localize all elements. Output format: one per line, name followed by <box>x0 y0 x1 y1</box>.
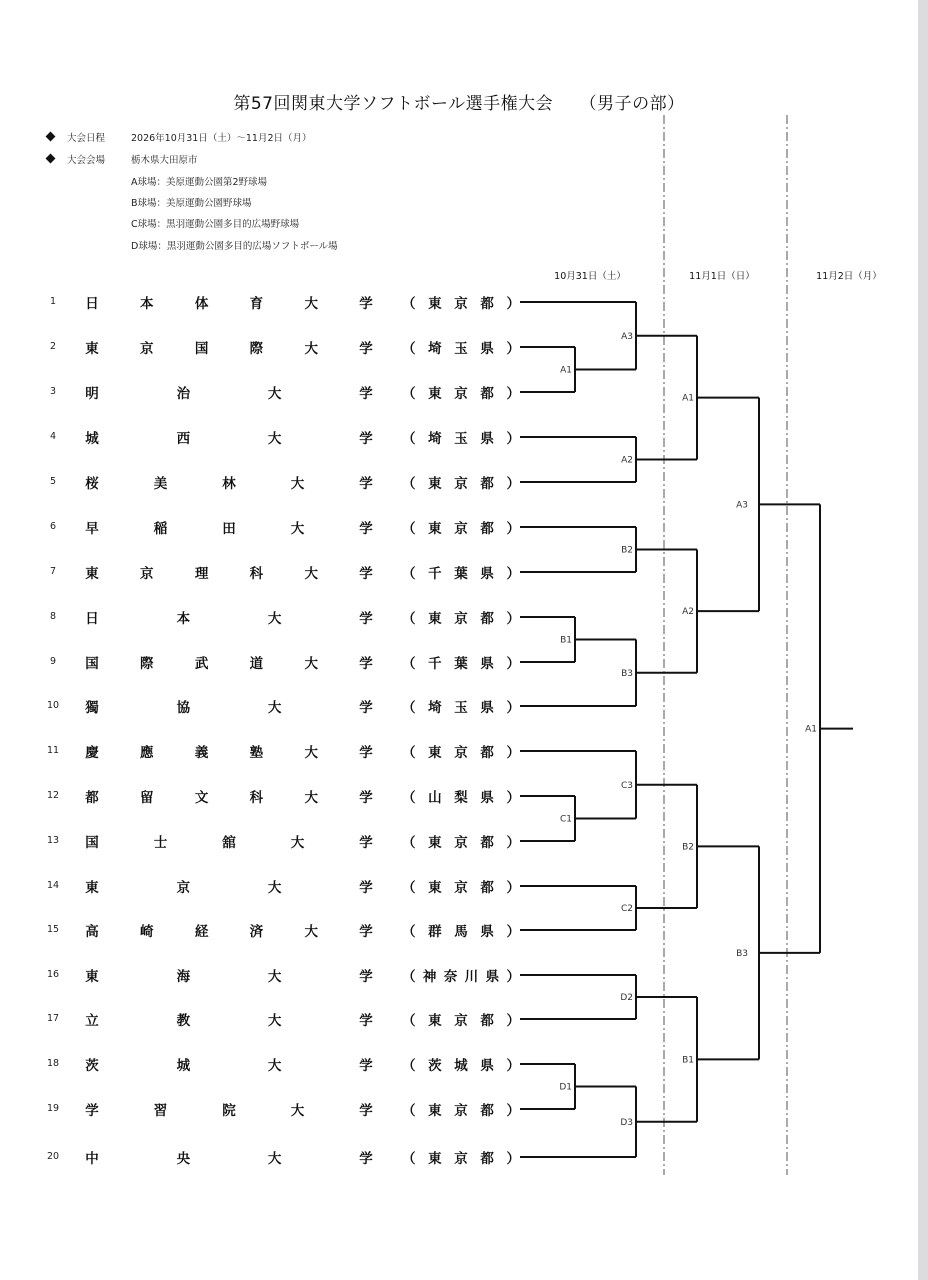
match-d1-label: D1 <box>559 1082 572 1093</box>
team-number: 15 <box>46 924 60 935</box>
team-name-char: 学 <box>359 969 373 985</box>
team-prefecture-char: ） <box>506 1013 520 1029</box>
team-prefecture-char: （ <box>402 790 416 806</box>
team-prefecture-char: （ <box>402 924 416 940</box>
team-number: 18 <box>46 1058 60 1069</box>
match-a1-label: A1 <box>560 365 572 376</box>
team-name-char: 育 <box>249 296 264 312</box>
team-prefecture-char: 馬 <box>454 924 468 940</box>
team-prefecture-char: ） <box>506 969 520 985</box>
venue-value: 栃木県大田原市 <box>131 155 198 166</box>
team-name-char: 中 <box>85 1151 99 1167</box>
team-prefecture-char: ） <box>506 835 520 851</box>
team-name-char: 城 <box>176 1058 191 1074</box>
team-name-char: 体 <box>194 296 209 312</box>
team-number: 14 <box>46 880 60 891</box>
team-prefecture-char: 群 <box>428 924 442 940</box>
page-title: 第57回関東大学ソフトボール選手権大会 （男子の部） <box>233 94 685 114</box>
team-name-char: 大 <box>304 656 318 672</box>
team-name-char: 東 <box>85 566 99 582</box>
team-prefecture-char: ） <box>506 745 520 761</box>
team-prefecture-char: 京 <box>454 296 468 312</box>
team-prefecture-char: 埼 <box>428 700 442 716</box>
team-prefecture-char: 京 <box>454 835 468 851</box>
team-name-char: 獨 <box>85 700 99 716</box>
team-number: 17 <box>46 1013 60 1024</box>
team-name-char: 大 <box>290 476 305 492</box>
team-name-char: 教 <box>176 1013 191 1029</box>
team-prefecture-char: 都 <box>480 880 494 896</box>
team-prefecture-char: ） <box>506 341 520 357</box>
match-semi-label: A3 <box>736 500 748 511</box>
team-prefecture-char: ） <box>506 1151 520 1167</box>
team-number: 12 <box>46 790 60 801</box>
team-prefecture-char: 千 <box>428 656 442 672</box>
team-name-char: 学 <box>359 700 373 716</box>
team-prefecture-char: （ <box>402 566 416 582</box>
team-name-char: 経 <box>194 924 209 940</box>
team-name-char: 学 <box>359 745 373 761</box>
team-prefecture-char: 県 <box>480 431 494 447</box>
team-prefecture-char: 葉 <box>454 656 468 672</box>
team-prefecture-char: （ <box>402 431 416 447</box>
team-prefecture-char: 東 <box>428 386 442 402</box>
team-prefecture-char: 都 <box>480 476 494 492</box>
team-name-char: 海 <box>176 969 191 985</box>
team-prefecture-char: 東 <box>428 611 442 627</box>
match-b1-label: B1 <box>560 635 572 646</box>
team-prefecture-char: 県 <box>480 656 494 672</box>
team-prefecture-char: 都 <box>480 745 494 761</box>
field-d: D球場：黒羽運動公園多目的広場ソフトボール場 <box>131 241 338 252</box>
match-day1-label: D3 <box>620 1117 633 1128</box>
team-name-char: 桜 <box>85 476 99 492</box>
team-name-char: 学 <box>359 1058 373 1074</box>
team-prefecture-char: 県 <box>480 341 494 357</box>
team-prefecture-char: 東 <box>428 521 442 537</box>
team-name-char: 学 <box>359 924 373 940</box>
team-prefecture-char: 県 <box>480 790 494 806</box>
team-name-char: 習 <box>153 1103 168 1119</box>
team-name-char: 大 <box>304 566 318 582</box>
team-name-char: 東 <box>85 969 99 985</box>
team-prefecture-char: 県 <box>480 700 494 716</box>
team-prefecture-char: 千 <box>428 566 442 582</box>
team-name-char: 大 <box>267 431 282 447</box>
match-day1-label: B2 <box>621 545 633 556</box>
team-name-char: 早 <box>85 521 99 537</box>
team-prefecture-char: （ <box>402 341 416 357</box>
team-name-char: 城 <box>85 431 99 447</box>
team-prefecture-char: 山 <box>428 790 442 806</box>
team-prefecture-char: 都 <box>480 1013 494 1029</box>
team-number: 10 <box>46 700 60 711</box>
match-day2-label: B2 <box>682 842 694 853</box>
team-number: 19 <box>46 1103 60 1114</box>
team-prefecture-char: 東 <box>428 1013 442 1029</box>
team-name-char: 学 <box>359 880 373 896</box>
team-prefecture-char: ） <box>506 656 520 672</box>
team-name-char: 稲 <box>153 521 168 537</box>
team-name-char: 都 <box>85 790 99 806</box>
team-number: 16 <box>46 969 60 980</box>
team-prefecture-char: ） <box>506 924 520 940</box>
team-prefecture-char: 川 <box>464 969 479 985</box>
match-final-label: A1 <box>805 724 817 735</box>
team-name-char: 留 <box>140 790 154 806</box>
team-name-char: 日 <box>85 611 99 627</box>
field-c: C球場：黒羽運動公園多目的広場野球場 <box>131 219 300 230</box>
match-day1-label: D2 <box>620 993 633 1003</box>
team-name-char: 大 <box>267 611 282 627</box>
team-name-char: 大 <box>267 1013 282 1029</box>
team-prefecture-char: 県 <box>485 969 500 985</box>
team-name-char: 日 <box>85 296 99 312</box>
team-prefecture-char: 京 <box>454 880 468 896</box>
team-name-char: 文 <box>194 790 209 806</box>
team-name-char: 應 <box>140 745 154 761</box>
team-name-char: 舘 <box>222 835 236 851</box>
team-name-char: 道 <box>249 656 264 672</box>
team-name-char: 科 <box>249 790 264 806</box>
team-number: 20 <box>46 1151 60 1162</box>
team-name-char: 崎 <box>140 924 154 940</box>
team-name-char: 大 <box>304 790 318 806</box>
team-prefecture-char: （ <box>402 835 416 851</box>
team-prefecture-char: 県 <box>480 1058 494 1074</box>
team-prefecture-char: ） <box>506 790 520 806</box>
team-number: 6 <box>49 521 57 532</box>
team-prefecture-char: ） <box>506 880 520 896</box>
team-prefecture-char: 東 <box>428 745 442 761</box>
team-name-char: 本 <box>140 296 154 312</box>
team-prefecture-char: 東 <box>428 1151 442 1167</box>
field-a: A球場：美原運動公園第2野球場 <box>131 177 268 188</box>
team-prefecture-char: 梨 <box>454 790 468 806</box>
team-prefecture-char: ） <box>506 1058 520 1074</box>
team-name-char: 理 <box>194 566 209 582</box>
team-name-char: 国 <box>194 341 209 357</box>
team-prefecture-char: 埼 <box>428 431 442 447</box>
team-prefecture-char: （ <box>402 1151 416 1167</box>
team-name-char: 京 <box>140 566 154 582</box>
team-name-char: 大 <box>304 924 318 940</box>
team-number: 11 <box>46 745 60 756</box>
match-day1-label: B3 <box>621 668 633 679</box>
team-prefecture-char: 京 <box>454 1013 468 1029</box>
team-name-char: 義 <box>194 745 209 761</box>
team-name-char: 済 <box>249 924 264 940</box>
team-prefecture-char: 京 <box>454 745 468 761</box>
team-prefecture-char: 玉 <box>454 341 468 357</box>
team-number: 2 <box>49 341 57 352</box>
team-prefecture-char: （ <box>402 521 416 537</box>
page-edge <box>918 0 928 1280</box>
team-name-char: 学 <box>359 566 373 582</box>
team-name-char: 高 <box>85 924 99 940</box>
team-prefecture-char: 城 <box>454 1058 468 1074</box>
team-number: 5 <box>49 476 57 487</box>
team-name-char: 学 <box>359 521 373 537</box>
team-name-char: 治 <box>176 386 191 402</box>
team-prefecture-char: ） <box>506 521 520 537</box>
team-prefecture-char: 京 <box>454 611 468 627</box>
team-prefecture-char: 都 <box>480 386 494 402</box>
team-name-char: 央 <box>176 1151 191 1167</box>
team-name-char: 大 <box>290 1103 305 1119</box>
team-name-char: 科 <box>249 566 264 582</box>
team-prefecture-char: 東 <box>428 880 442 896</box>
team-name-char: 学 <box>359 386 373 402</box>
team-prefecture-char: 都 <box>480 835 494 851</box>
team-name-char: 大 <box>290 835 305 851</box>
team-number: 3 <box>49 386 57 397</box>
team-prefecture-char: 都 <box>480 1103 494 1119</box>
team-name-char: 東 <box>85 341 99 357</box>
team-name-char: 院 <box>222 1103 236 1119</box>
team-name-char: 学 <box>359 1103 373 1119</box>
team-prefecture-char: （ <box>402 700 416 716</box>
match-semi-label: B3 <box>736 948 748 959</box>
team-prefecture-char: 県 <box>480 924 494 940</box>
team-name-char: 武 <box>194 656 209 672</box>
date-header-day1: 10月31日（土） <box>554 271 626 282</box>
team-name-char: 協 <box>176 700 191 716</box>
team-prefecture-char: 東 <box>428 476 442 492</box>
team-name-char: 学 <box>359 790 373 806</box>
team-number: 8 <box>49 611 57 622</box>
team-prefecture-char: 都 <box>480 611 494 627</box>
team-prefecture-char: （ <box>402 656 416 672</box>
team-prefecture-char: （ <box>402 476 416 492</box>
schedule-value: 2026年10月31日（土）～11月2日（月） <box>131 133 312 144</box>
match-day1-label: A2 <box>621 455 633 466</box>
team-number: 7 <box>49 566 57 577</box>
team-prefecture-char: （ <box>402 1013 416 1029</box>
team-name-char: 慶 <box>85 745 99 761</box>
team-name-char: 西 <box>176 431 191 447</box>
team-name-char: 美 <box>153 476 168 492</box>
team-prefecture-char: ） <box>506 566 520 582</box>
match-day2-label: A2 <box>682 607 694 618</box>
team-name-char: 京 <box>140 341 154 357</box>
team-prefecture-char: 京 <box>454 521 468 537</box>
match-day1-label: C2 <box>620 904 633 914</box>
match-day2-label: A1 <box>682 393 694 404</box>
team-prefecture-char: ） <box>506 611 520 627</box>
team-prefecture-char: 京 <box>454 476 468 492</box>
team-name-char: 大 <box>267 969 282 985</box>
team-prefecture-char: ） <box>506 431 520 447</box>
team-name-char: 際 <box>140 656 154 672</box>
team-name-char: 京 <box>176 880 191 896</box>
team-prefecture-char: （ <box>402 969 416 985</box>
team-name-char: 大 <box>267 700 282 716</box>
team-name-char: 士 <box>153 835 168 851</box>
team-prefecture-char: 葉 <box>454 566 468 582</box>
team-prefecture-char: 東 <box>428 296 442 312</box>
team-prefecture-char: 玉 <box>454 431 468 447</box>
team-name-char: 本 <box>176 611 191 627</box>
team-name-char: 明 <box>85 386 99 402</box>
team-name-char: 大 <box>267 1058 282 1074</box>
team-prefecture-char: （ <box>402 611 416 627</box>
team-prefecture-char: （ <box>402 1058 416 1074</box>
field-b: B球場：美原運動公園野球場 <box>131 198 252 209</box>
team-prefecture-char: 神 <box>422 969 437 985</box>
team-prefecture-char: ） <box>506 296 520 312</box>
team-prefecture-char: （ <box>402 1103 416 1119</box>
team-prefecture-char: （ <box>402 745 416 761</box>
team-prefecture-char: ） <box>506 386 520 402</box>
team-prefecture-char: ） <box>506 476 520 492</box>
team-name-char: 国 <box>85 835 99 851</box>
team-prefecture-char: 京 <box>454 386 468 402</box>
team-name-char: 塾 <box>249 745 264 761</box>
team-prefecture-char: 京 <box>454 1151 468 1167</box>
team-prefecture-char: 県 <box>480 566 494 582</box>
team-number: 13 <box>46 835 60 846</box>
team-prefecture-char: 茨 <box>428 1058 442 1074</box>
date-header-day2: 11月1日（日） <box>689 271 755 282</box>
team-name-char: 学 <box>85 1103 99 1119</box>
match-day1-label: A3 <box>621 331 633 342</box>
schedule-label: 大会日程 <box>67 133 106 144</box>
team-prefecture-char: 玉 <box>454 700 468 716</box>
team-name-char: 学 <box>359 1013 373 1029</box>
team-name-char: 学 <box>359 476 373 492</box>
team-name-char: 東 <box>85 880 99 896</box>
team-prefecture-char: 都 <box>480 1151 494 1167</box>
team-number: 1 <box>49 296 57 307</box>
team-prefecture-char: 東 <box>428 1103 442 1119</box>
team-name-char: 林 <box>222 476 236 492</box>
venue-label: 大会会場 <box>67 155 106 166</box>
team-prefecture-char: 京 <box>454 1103 468 1119</box>
team-prefecture-char: 都 <box>480 296 494 312</box>
date-header-day3: 11月2日（月） <box>816 271 882 282</box>
team-prefecture-char: （ <box>402 296 416 312</box>
team-name-char: 学 <box>359 341 373 357</box>
team-name-char: 大 <box>290 521 305 537</box>
team-name-char: 大 <box>267 880 282 896</box>
team-prefecture-char: 奈 <box>443 969 458 985</box>
team-prefecture-char: ） <box>506 700 520 716</box>
team-name-char: 国 <box>85 656 99 672</box>
team-name-char: 大 <box>304 745 318 761</box>
team-name-char: 大 <box>304 296 318 312</box>
team-prefecture-char: 東 <box>428 835 442 851</box>
team-name-char: 大 <box>304 341 318 357</box>
team-name-char: 学 <box>359 296 373 312</box>
team-name-char: 学 <box>359 431 373 447</box>
team-name-char: 大 <box>267 386 282 402</box>
match-day2-label: B1 <box>682 1055 694 1066</box>
team-prefecture-char: （ <box>402 386 416 402</box>
team-prefecture-char: ） <box>506 1103 520 1119</box>
team-name-char: 田 <box>222 521 236 537</box>
team-prefecture-char: 都 <box>480 521 494 537</box>
team-number: 9 <box>49 656 57 667</box>
team-prefecture-char: （ <box>402 880 416 896</box>
team-name-char: 学 <box>359 656 373 672</box>
team-number: 4 <box>49 431 57 442</box>
team-name-char: 茨 <box>85 1058 99 1074</box>
team-name-char: 大 <box>267 1151 282 1167</box>
match-c1-label: C1 <box>559 814 572 825</box>
team-prefecture-char: 埼 <box>428 341 442 357</box>
team-name-char: 学 <box>359 835 373 851</box>
team-name-char: 立 <box>85 1013 99 1029</box>
team-name-char: 際 <box>249 341 264 357</box>
match-day1-label: C3 <box>620 780 633 791</box>
team-name-char: 学 <box>359 1151 373 1167</box>
team-name-char: 学 <box>359 611 373 627</box>
